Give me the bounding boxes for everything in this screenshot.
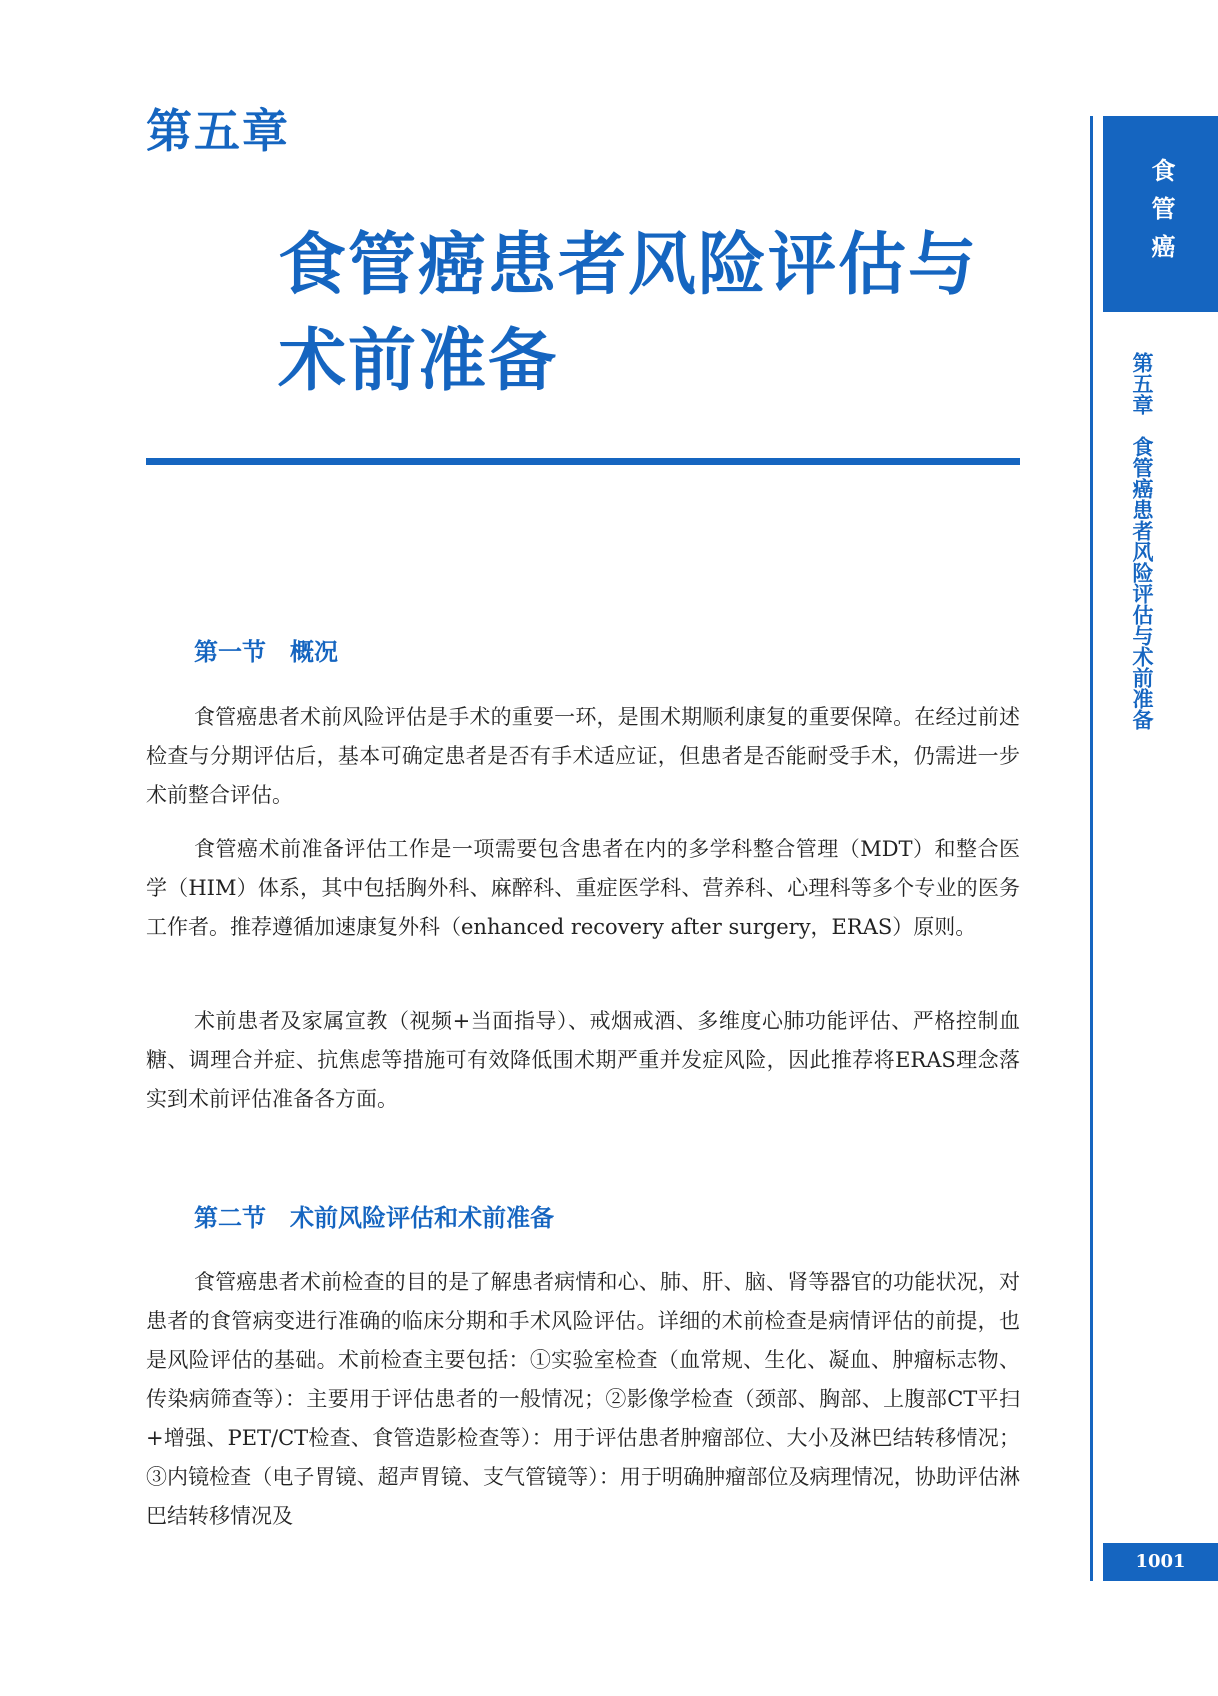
chapter-title-line-1: 食管癌患者风险评估与: [278, 226, 979, 305]
body-paragraph: 食管癌患者术前检查的目的是了解患者病情和心、肺、肝、脑、肾等器官的功能状况，对患者的食管病变进行准确的临床分期和手术风险评估。详细的术前检查是病情评估的前提，也是风险评估的基础。术前检查主要包括：①实验室检查（血常规、生化、凝血、肿瘤标志物、传染病筛查等）：主要用于评估患者的一般情况；②影像学检查（颈部、胸部、上腹部CT平扫+增强、PET/CT检查、食管造影检查等）：用于评估患者肿瘤部位、大小及淋巴结转移情况；③内镜检查（电子胃镜、超声胃镜、支气管镜等）：用于明确肿瘤部位及病理情况，协助评估淋巴结转移情况及: [146, 1270, 1020, 1528]
chapter-label: 第五章: [146, 104, 290, 158]
chapter-title-line-2: 术前准备: [278, 322, 559, 401]
body-paragraph: 食管癌术前准备评估工作是一项需要包含患者在内的多学科整合管理（MDT）和整合医学（HIM）体系，其中包括胸外科、麻醉科、重症医学科、营养科、心理科等多个专业的医务工作者。推荐遵循加速康复外科（enhanced recovery after surgery，ERAS）原则。: [146, 837, 1020, 939]
body-paragraph: 食管癌患者术前风险评估是手术的重要一环，是围术期顺利康复的重要保障。在经过前述检查与分期评估后，基本可确定患者是否有手术适应证，但患者是否能耐受手术，仍需进一步术前整合评估。: [146, 705, 1020, 807]
section-heading-preop-assessment: 第二节 术前风险评估和术前准备: [194, 1203, 554, 1232]
section-heading-overview: 第一节 概况: [194, 637, 338, 666]
side-chapter-title: 第五章 食管癌患者风险评估与术前准备: [1130, 352, 1155, 730]
title-divider: [146, 458, 1020, 465]
side-rail-line: [1090, 116, 1093, 1581]
side-tab-label: 食管癌: [1147, 158, 1175, 272]
page-number: 1001: [1135, 1551, 1186, 1572]
chapter-title: [278, 218, 978, 410]
body-paragraph: 术前患者及家属宣教（视频+当面指导）、戒烟戒酒、多维度心肺功能评估、严格控制血糖、调理合并症、抗焦虑等措施可有效降低围术期严重并发症风险，因此推荐将ERAS理念落实到术前评估准备各方面。: [146, 1009, 1020, 1111]
